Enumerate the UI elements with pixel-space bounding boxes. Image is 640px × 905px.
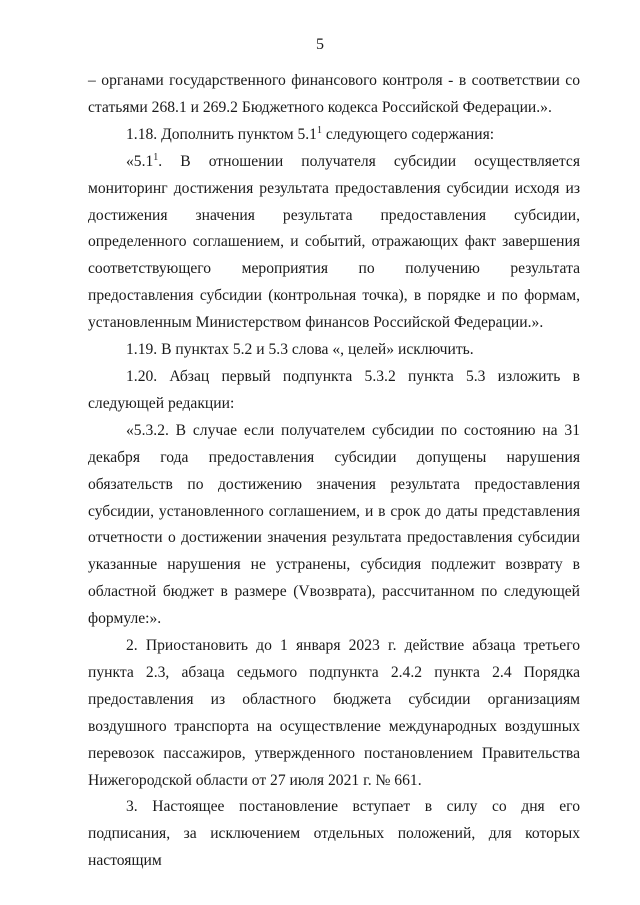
paragraph-5-1-1 — [88, 149, 580, 337]
paragraph-3-effective: 3. Настоящее постановление вступает в силу со дня его подписания, за исключением отдельных положений, для которых настоящим — [88, 798, 580, 870]
paragraph-1-18 — [88, 122, 580, 149]
paragraph-1-19: 1.19. В пунктах 5.2 и 5.3 слова «, целей» исключить. — [126, 341, 474, 359]
paragraph-2-suspend: 2. Приостановить до 1 января 2023 г. действие абзаца третьего пункта 2.3, абзаца седьмого подпункта 2.4.2 пункта 2.4 Порядка предоставления из областного бюджета субсидии организациям воздушного транспорта на осуществление международных воздушных перевозок пассажиров, утвержденного постановлением Правительства Нижегородской области от 27 июля 2021 г. № 661. — [88, 637, 580, 789]
paragraph-1-18-text-cont: следующего содержания: — [321, 125, 495, 143]
superscript-marker: 1 — [153, 151, 159, 163]
paragraph-1-20: 1.20. Абзац первый подпункта 5.3.2 пункта 5.3 изложить в следующей редакции: — [88, 367, 580, 412]
paragraph-5-1-1-text: . В отношении получателя субсидии осуществляется мониторинг достижения результата предоставления субсидии исходя из достижения значения результата предоставления субсидии, определенного соглашением, и событий, отражающих факт завершения соответствующего мероприятия по получению результата предоставления субсидии (контрольная точка), в порядке и по формам, установленным Министерством финансов Российской Федерации.». — [88, 152, 580, 332]
superscript-marker: 1 — [316, 124, 322, 136]
paragraph-control-bodies: – органами государственного финансового контроля - в соответствии со статьями 268.1 и 269.2 Бюджетного кодекса Российской Федерации.». — [88, 72, 580, 116]
page-number: 5 — [316, 36, 324, 53]
paragraph-5-3-2: «5.3.2. В случае если получателем субсидии по состоянию на 31 декабря года предоставления субсидии допущены нарушения обязательств по достижению значения результата предоставления субсидии, установленного соглашением, и в срок до даты представления отчетности о достижении значения результата предоставления субсидии указанные нарушения не устранены, субсидия подлежит возврату в областной бюджет в размере (Vвозврата), рассчитанном по следующей формуле:». — [88, 421, 580, 628]
document-body — [88, 68, 580, 875]
paragraph-5-1-1-label: «5.1 — [126, 152, 154, 170]
paragraph-1-18-text: 1.18. Дополнить пунктом 5.1 — [126, 125, 317, 143]
